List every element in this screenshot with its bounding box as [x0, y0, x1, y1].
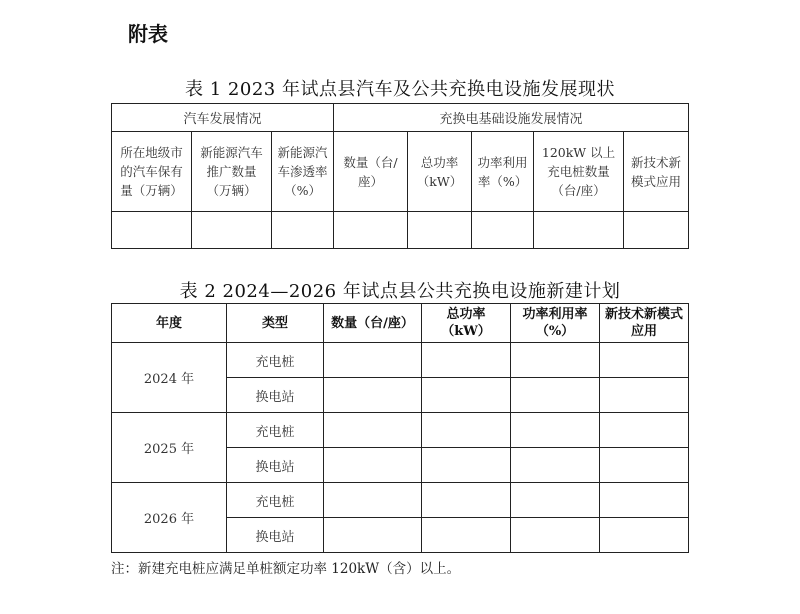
header-new-tech: 新技术新模式应用 [600, 304, 689, 343]
table-cell [324, 413, 422, 448]
table-cell [600, 483, 689, 518]
type-cell: 换电站 [227, 518, 324, 553]
table1-caption: 表 1 2023 年试点县汽车及公共充换电设施发展现状 [185, 79, 615, 100]
table-row [112, 343, 689, 378]
col-new-tech: 新技术新模式应用 [624, 132, 689, 212]
table-cell [408, 212, 472, 249]
group-vehicle-development: 汽车发展情况 [112, 104, 334, 132]
table-cell [334, 212, 408, 249]
table-cell [624, 212, 689, 249]
table-cell [422, 448, 511, 483]
table-cell [511, 413, 600, 448]
table-cell [600, 343, 689, 378]
table-cell [511, 378, 600, 413]
type-cell: 充电桩 [227, 483, 324, 518]
table-cell [600, 448, 689, 483]
table-cell [324, 448, 422, 483]
table2-caption: 表 2 2024—2026 年试点县公共充换电设施新建计划 [179, 281, 621, 302]
header-type: 类型 [227, 304, 324, 343]
col-nev-penetration: 新能源汽车渗透率（%） [272, 132, 334, 212]
table-cell [600, 378, 689, 413]
year-cell: 2025 年 [112, 413, 227, 483]
header-year: 年度 [112, 304, 227, 343]
table-cell [324, 483, 422, 518]
table-cell [534, 212, 624, 249]
header-total-power: 总功率（kW） [422, 304, 511, 343]
group-charging-infrastructure: 充换电基础设施发展情况 [334, 104, 689, 132]
table1 [111, 103, 689, 249]
table-cell [192, 212, 272, 249]
type-cell: 充电桩 [227, 413, 324, 448]
table-cell [511, 483, 600, 518]
table-cell [112, 212, 192, 249]
header-power-utilization: 功率利用率（%） [511, 304, 600, 343]
table-cell [422, 518, 511, 553]
table-cell [511, 343, 600, 378]
table-row [112, 483, 689, 518]
footnote: 注：新建充电桩应满足单桩额定功率 120kW（含）以上。 [111, 561, 461, 577]
table-cell [472, 212, 534, 249]
table-cell [600, 518, 689, 553]
table-cell [422, 378, 511, 413]
col-nev-promotion: 新能源汽车推广数量（万辆） [192, 132, 272, 212]
col-quantity: 数量（台/座） [334, 132, 408, 212]
table-cell [600, 413, 689, 448]
col-120kw-piles: 120kW 以上充电桩数量（台/座） [534, 132, 624, 212]
table-row [112, 413, 689, 448]
col-vehicle-ownership: 所在地级市的汽车保有量（万辆） [112, 132, 192, 212]
year-cell: 2024 年 [112, 343, 227, 413]
table-cell [324, 518, 422, 553]
table-cell [422, 343, 511, 378]
table-cell [511, 448, 600, 483]
table-cell [324, 343, 422, 378]
header-quantity: 数量（台/座） [324, 304, 422, 343]
table-cell [511, 518, 600, 553]
table-cell [422, 413, 511, 448]
table-cell [422, 483, 511, 518]
type-cell: 换电站 [227, 378, 324, 413]
col-total-power: 总功率（kW） [408, 132, 472, 212]
col-power-utilization: 功率利用率（%） [472, 132, 534, 212]
type-cell: 换电站 [227, 448, 324, 483]
year-cell: 2026 年 [112, 483, 227, 553]
table-cell [324, 378, 422, 413]
table2 [111, 303, 689, 553]
type-cell: 充电桩 [227, 343, 324, 378]
appendix-heading: 附表 [128, 22, 168, 46]
table-cell [272, 212, 334, 249]
